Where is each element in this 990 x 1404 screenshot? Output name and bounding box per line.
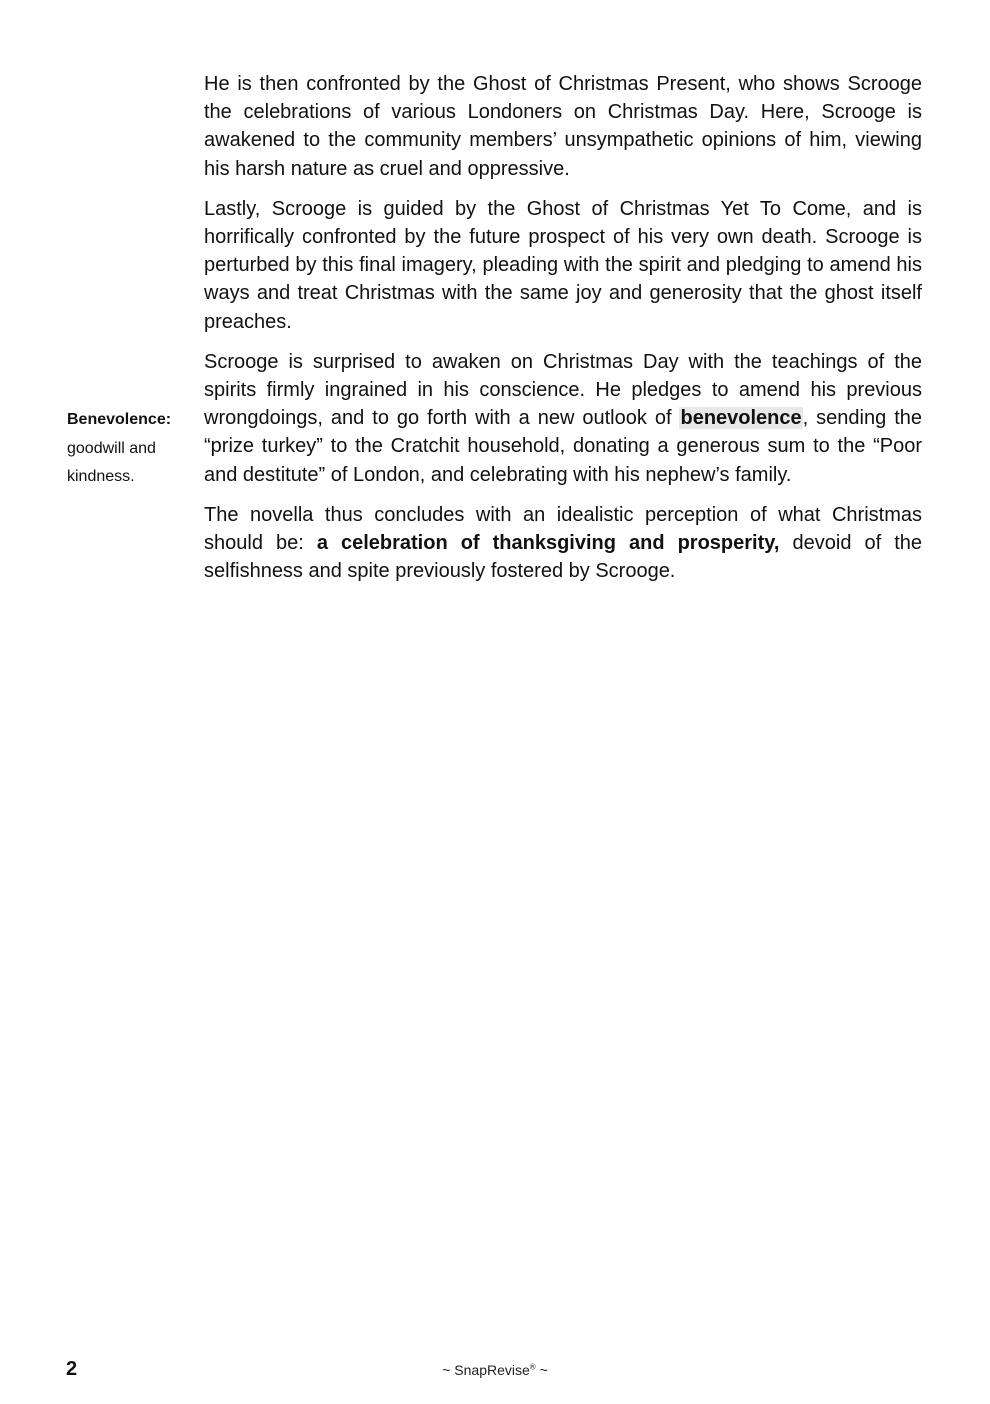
highlighted-term-benevolence: benevolence [680,407,802,430]
main-text-column [204,70,922,597]
paragraph-text: The novella thus concludes with an idealistic perception of what Christmas should be: [204,503,922,555]
paragraph-text: Scrooge is surprised to awaken on Christmas Day with the teachings of the spirits firmly ingrained in his conscience. He pledges to amend his previous wrongdoings, and to go forth with a new outlook of [204,350,922,430]
paragraph-christmas-day-awakening [204,348,922,489]
glossary-definition: goodwill and kindness. [67,439,156,485]
footer-tilde-right: ~ [539,1362,548,1378]
glossary-term: Benevolence: [67,411,172,428]
brand-name: SnapRevise [454,1362,530,1378]
paragraph-ghost-of-christmas-present: He is then confronted by the Ghost of Christmas Present, who shows Scrooge the celebrations of various Londoners on Christmas Day. Here, Scrooge is awakened to the community members’ unsympathetic opinions of him, viewing his harsh nature as cruel and oppressive. [204,73,922,180]
glossary-note [67,406,197,492]
footer-brand [0,1362,990,1378]
page-number: 2 [66,1358,78,1380]
paragraph-conclusion [204,501,922,586]
paragraph-ghost-of-christmas-yet-to-come: Lastly, Scrooge is guided by the Ghost of Christmas Yet To Come, and is horrifically confronted by the future prospect of his very own death. Scrooge is perturbed by this final imagery, pleading with the spirit and pledging to amend his ways and treat Christmas with the same joy and generosity that the ghost itself preaches. [204,197,922,333]
registered-mark: ® [529,1362,536,1372]
bold-phrase: a celebration of thanksgiving and prosperity, [316,532,780,555]
paragraph-text: devoid of the selfishness and spite previously fostered by Scrooge. [204,532,922,583]
footer-tilde-left: ~ [442,1362,451,1378]
paragraph-text: , sending the “prize turkey” to the Cratchit household, donating a generous sum to the “Poor and destitute” of London, and celebrating with his nephew’s family. [204,407,923,486]
